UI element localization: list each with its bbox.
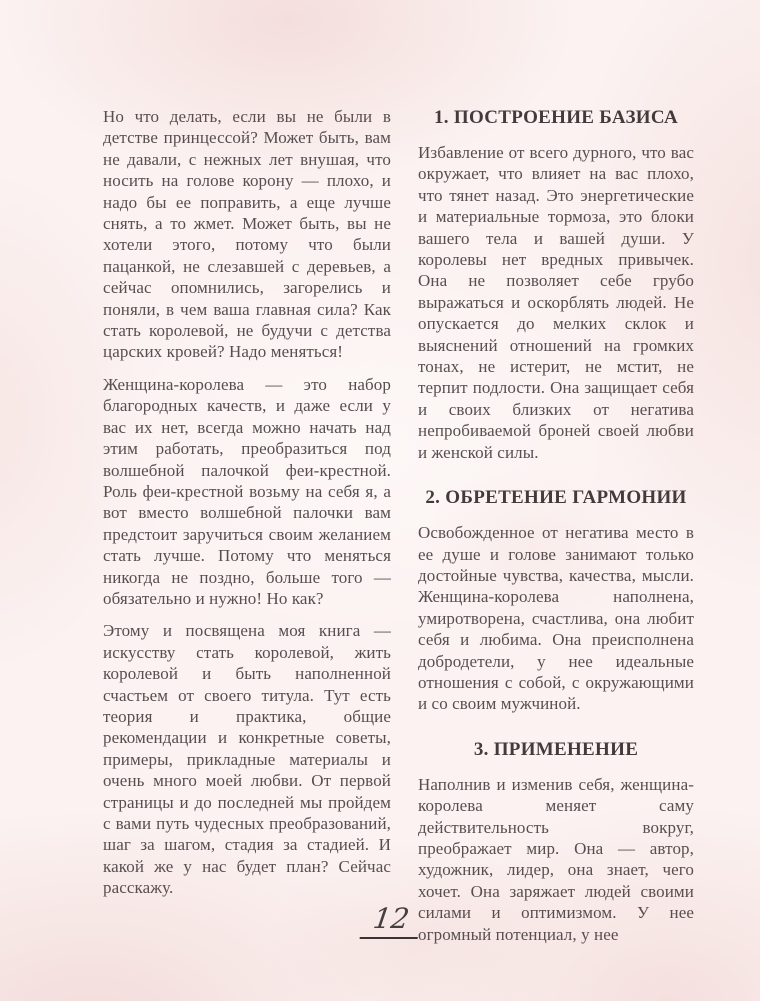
section-heading-harmony: 2. ОБРЕТЕНИЕ ГАРМОНИИ [425, 487, 687, 509]
paragraph-queen-qualities: Женщина-королева — это набор благородных качеств, и даже если у вас их нет, всегда можно начать над этим работать, преобразиться под волшебной палочкой феи-крестной. Роль феи-крестной возьму на себя я, а вот вместо волшебной палочки вам предстоит заручиться своим желанием стать лучше. Потому что меняться никогда не поздно, больше того — обязательно и нужно! Но как? [103, 374, 391, 608]
page-number-value: 12 [360, 904, 423, 939]
left-column [103, 106, 391, 945]
section-body-harmony: Освобожденное от негатива место в ее душе и голове занимают только достойные чувства, качества, мысли. Женщина-королева наполнена, умиротворена, счастлива, она любит себя и любима. Она преисполнена добродетели, у нее идеальные отношения с собой, с окружающими и со своим мужчиной. [418, 523, 694, 714]
section-harmony [418, 487, 694, 715]
section-heading-basis: 1. ПОСТРОЕНИЕ БАЗИСА [434, 107, 678, 128]
two-column-layout [103, 106, 694, 945]
section-basis [418, 107, 694, 463]
section-heading-application: 3. ПРИМЕНЕНИЕ [473, 738, 639, 760]
section-body-basis: Избавление от всего дурного, что вас окружает, что влияет на вас плохо, что тянет назад. Это энергетические и материальные тормоза, это блоки вашего тела и вашей души. У королевы нет вредных привычек. Она не позволяет себе грубо выражаться и оскорблять людей. Не опускается до мелких склок и выяснений отношений на громких тонах, не истерит, не мстит, не терпит подлости. Она защищает себя и своих близких от негатива непробиваемой броней своей любви и женской силы. [418, 143, 694, 462]
page-number [0, 904, 760, 939]
section-body-application: Наполнив и изменив себя, женщина-королева меняет саму действительность вокруг, преображает мир. Она — автор, художник, лидер, она знает, чего хочет. Она заряжает людей своими силами и оптимизмом. У нее огромный потенциал, у нее [418, 774, 694, 944]
paragraph-book-purpose: Этому и посвящена моя книга — искусству стать королевой, жить королевой и быть наполненной счастьем от своего титула. Тут есть теория и практика, общие рекомендации и конкретные советы, примеры, прикладные материалы и очень много моей любви. От первой страницы и до последней мы пройдем с вами путь чудесных преобразований, шаг за шагом, стадия за стадией. И какой же у нас будет план? Сейчас расскажу. [103, 621, 391, 898]
right-column [418, 106, 694, 945]
paragraph-intro: Но что делать, если вы не были в детстве принцессой? Может быть, вам не давали, с нежных лет внушая, что носить на голове корону — плохо, и надо бы ее поправить, а еще лучше снять, а то жмет. Может быть, вы не хотели этого, потому что были пацанкой, не слезавшей с деревьев, а сейчас опомнились, загорелись и поняли, в чем ваша главная сила? Как стать королевой, не будучи с детства царских кровей? Надо меняться! [103, 107, 391, 362]
